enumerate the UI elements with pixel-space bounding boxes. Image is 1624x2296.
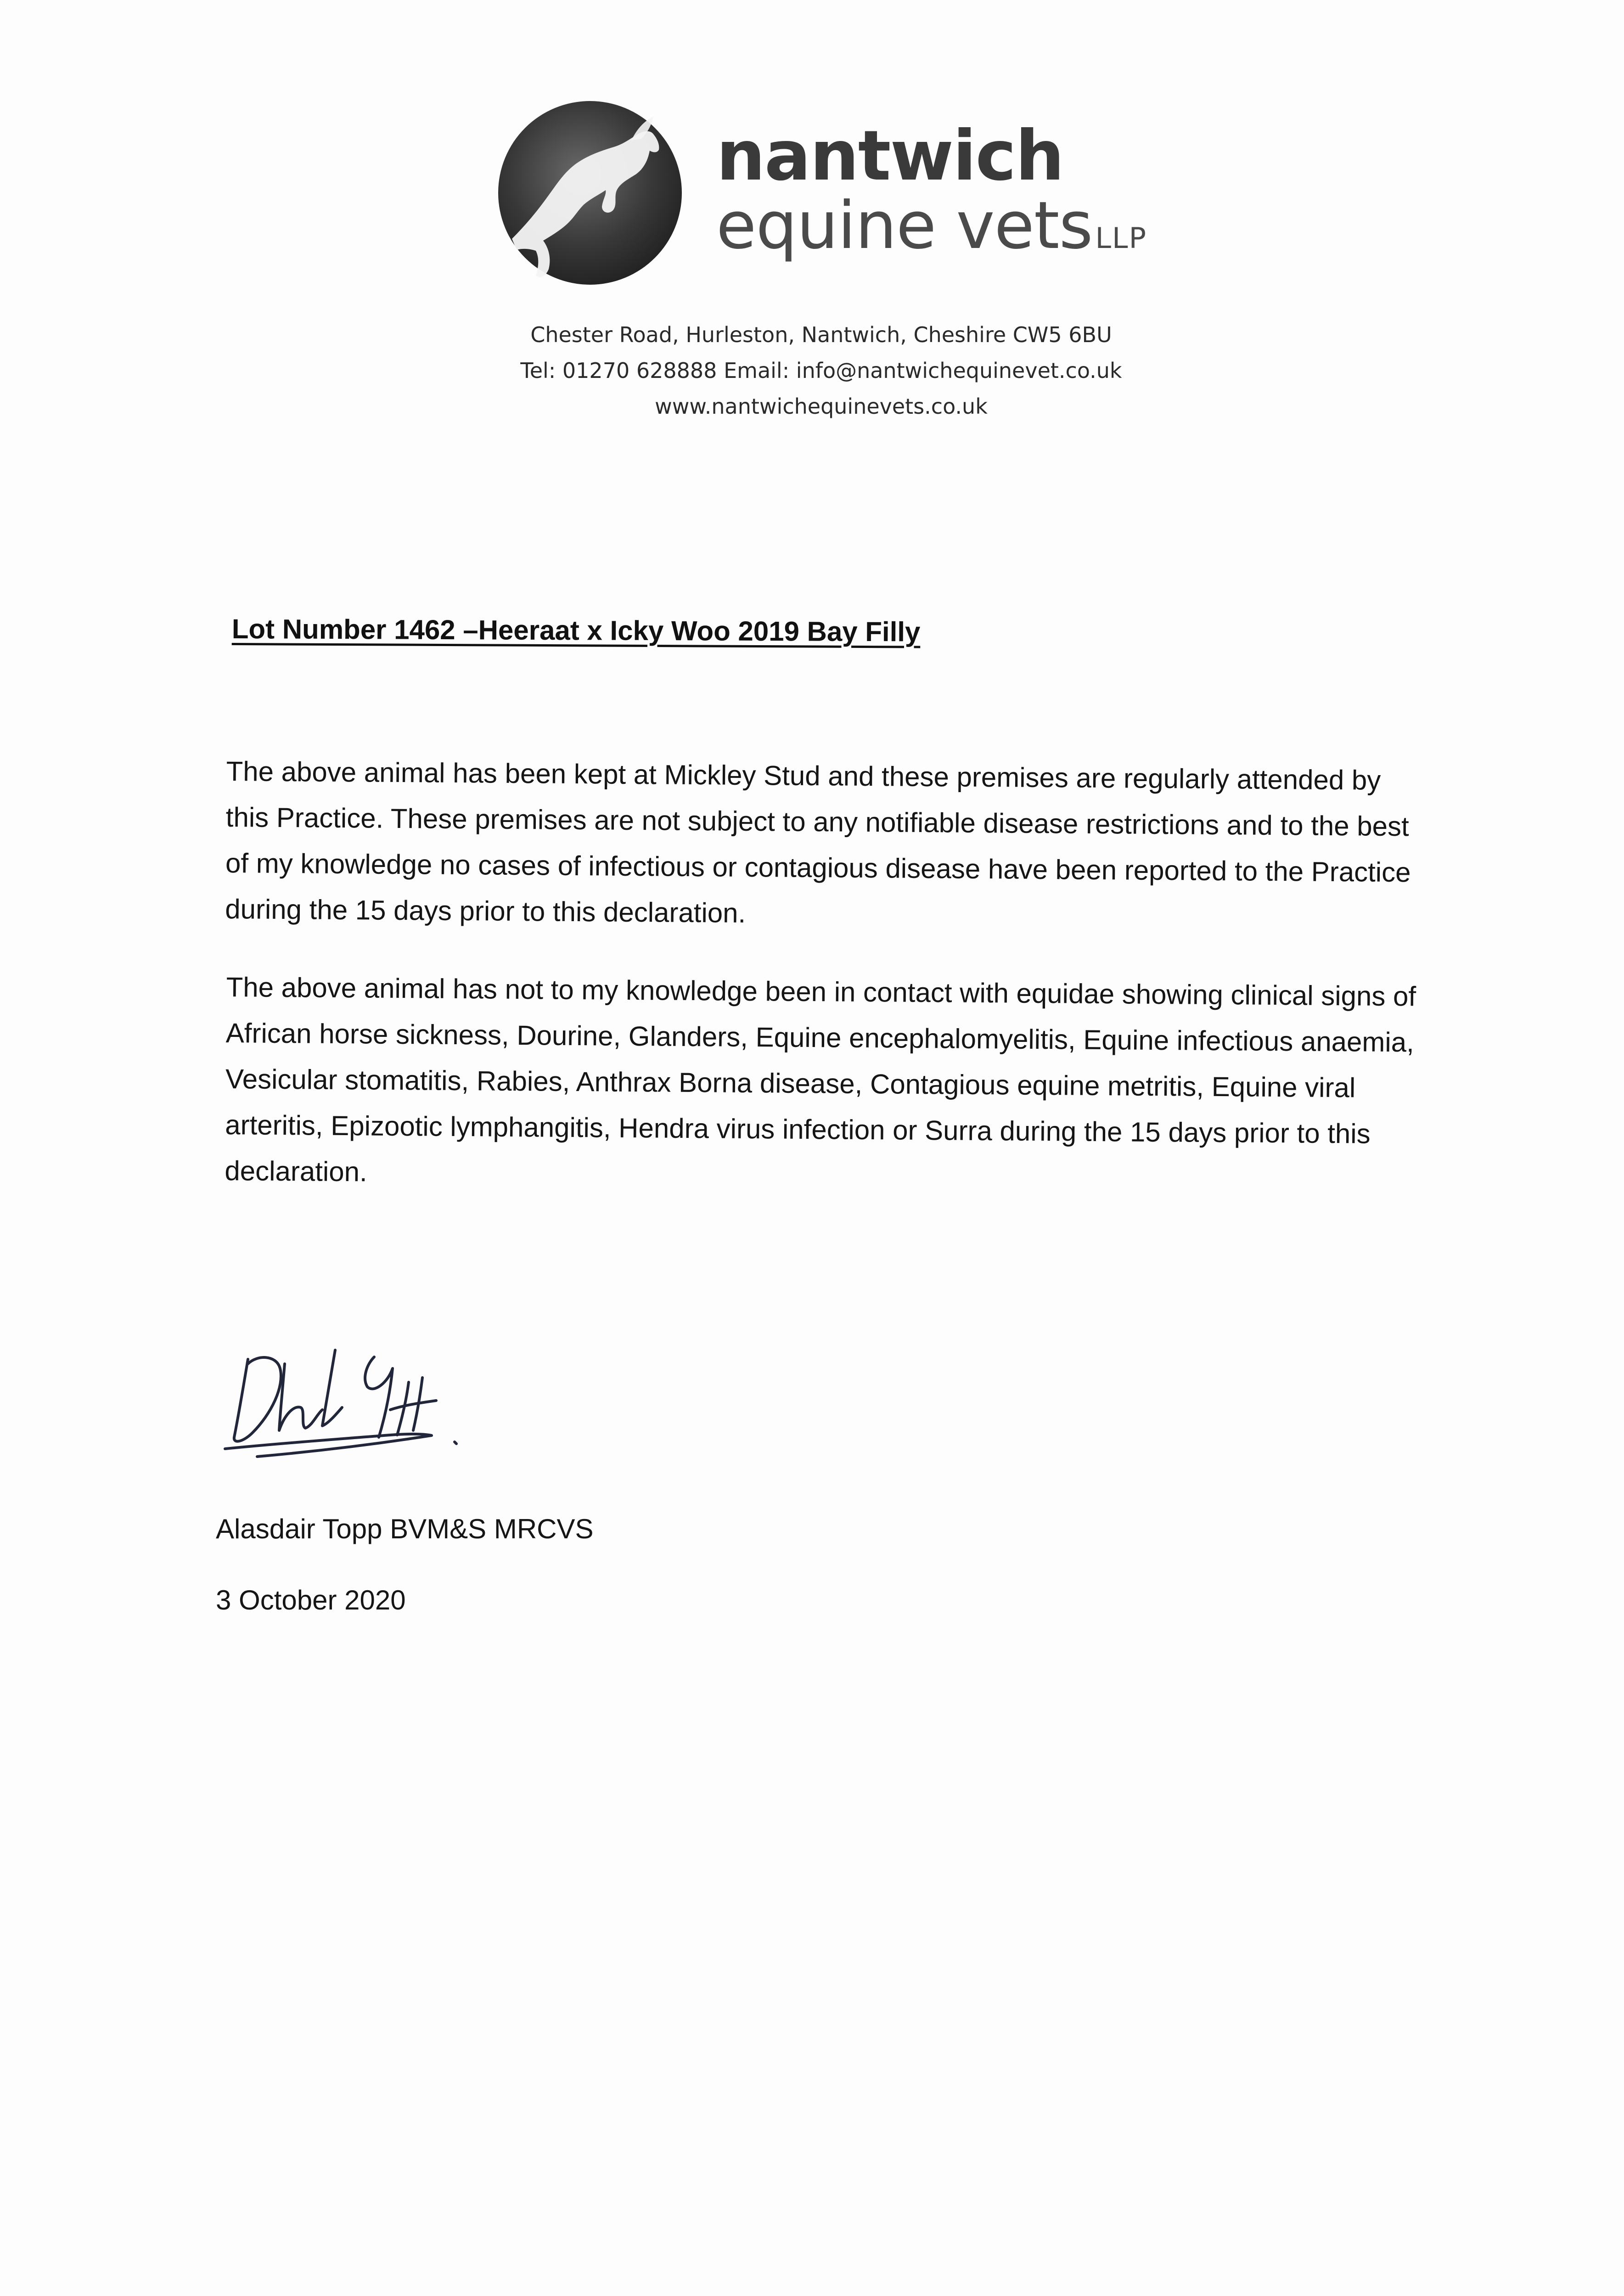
lot-heading: Lot Number 1462 –Heeraat x Icky Woo 2019 Bay Filly xyxy=(231,613,921,647)
logo-sub-text: equine vets xyxy=(716,188,1093,264)
paragraph-contact: The above animal has not to my knowledge been in contact with equidae showing clinical signs of African horse sickness, Dourine, Glanders, Equine encephalomyelitis, Equine infectious anaemia, Vesicular stomatitis, Rabies, Anthrax Borna disease, Contagious equine metritis, Equine viral arteritis, Epizootic lymphangitis, Hendra virus infection or Surra during the 15 days prior to this declaration. xyxy=(225,971,1416,1187)
letter-date: 3 October 2020 xyxy=(216,1585,406,1615)
handwritten-signature xyxy=(216,1332,519,1469)
logo-name: nantwich xyxy=(716,116,1064,196)
logo-wordmark xyxy=(716,116,1147,264)
website-line: www.nantwichequinevets.co.uk xyxy=(655,394,988,419)
logo-suffix: LLP xyxy=(1095,221,1147,255)
letterhead-address xyxy=(0,317,1624,424)
logo-subtitle xyxy=(716,188,1147,264)
letterhead-logo xyxy=(494,96,1159,298)
paragraph-premises: The above animal has been kept at Mickley Stud and these premises are regularly attended by this Practice. These premises are not subject to any notifiable disease restrictions and to the best of my knowledge no cases of infectious or contagious disease have been reported to the Practice during the 15 days prior to this declaration. xyxy=(225,755,1411,929)
jumping-horse-logo-icon xyxy=(494,96,686,289)
address-line: Chester Road, Hurleston, Nantwich, Cheshire CW5 6BU xyxy=(530,322,1112,347)
signer-name: Alasdair Topp BVM&S MRCVS xyxy=(216,1514,594,1544)
contact-line: Tel: 01270 628888 Email: info@nantwichequinevet.co.uk xyxy=(520,358,1122,383)
